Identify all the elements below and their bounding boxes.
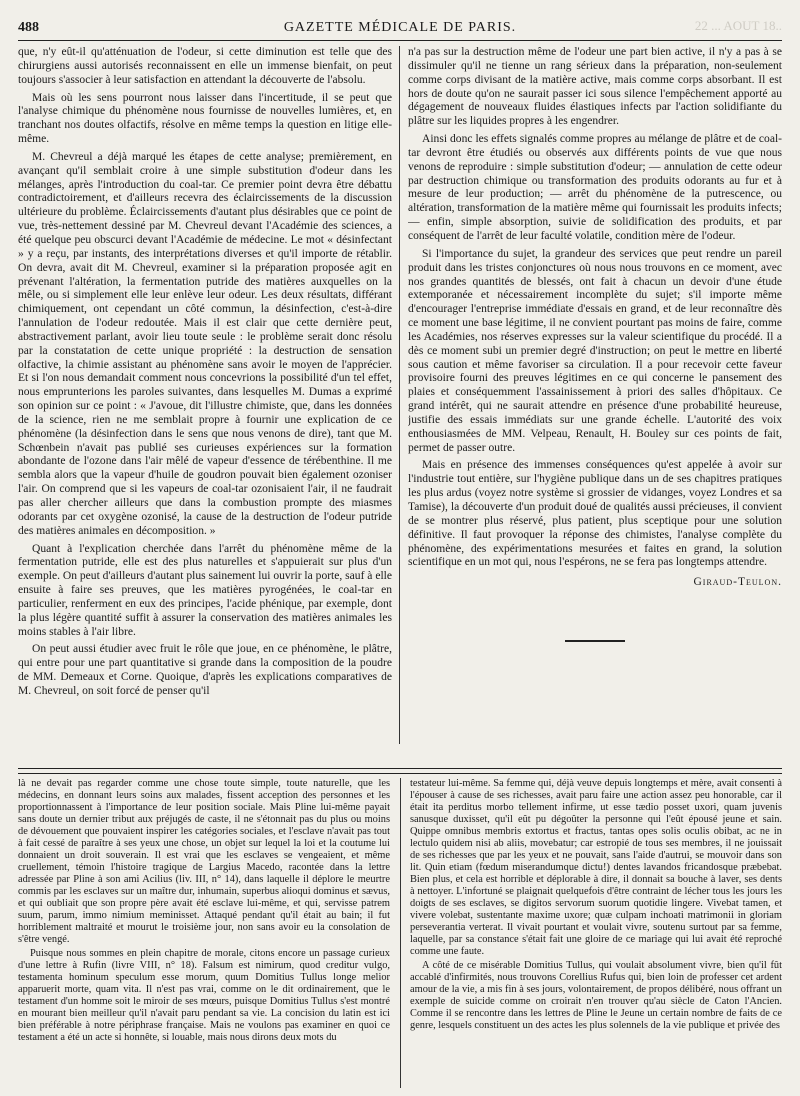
paragraph: Si l'importance du sujet, la grandeur des services que peut rendre un pareil produit dans les tristes conjonctures où nous nous trouvons en ce moment, avec nos grandes quantités de blessés, ont fait à chacun un devoir d'une étude extemporanée et nécessairement incomplète du sujet; s'il importe même d'encourager l'entreprise immédiate d'essais en grand, et de leur reconnaître dès ce moment une base légitime, il ne convient pourtant pas moins de faire, comme les Académies, nos réserves expresses sur la valeur scientifique du procédé. Il a dès ce moment subi un premier degré d'instruction; on peut le mettre en liberté sous caution et même favoriser sa circulation. Il a pour recevoir cette faveur provisoire fourni des preuves légitimes en ce qui concerne le pansement des plaies et conséquemment l'assainissement à priori des salles d'hôpitaux. Ce grand intérêt, qui ne saurait attendre en présence d'une probabilité heureuse, justifie des essais immédiats sur une grande échelle. L'autorité des voix enthousiasmées de MM. Velpeau, Renault, H. Bouley sur ces points de fait, permet de passer outre. bbox=[408, 247, 782, 454]
journal-title: GAZETTE MÉDICALE DE PARIS. bbox=[283, 20, 517, 35]
article-section bbox=[18, 46, 782, 744]
paragraph: A côté de ce misérable Domitius Tullus, qui voulait absolument vivre, bien qu'il fût accablé d'infirmités, nous trouvons Corellius Rufus qui, bien loin de professer cet ardent amour de la vie, a mis fin à ses jours, volontairement, de propos délibéré, nous offrant un exemple de suicide comme on croirait n'en trouver qu'au siècle de Caton l'Ancien. Comme il se rencontre dans les lettres de Pline le Jeune un certain nombre de faits de ce genre, lesquels constituent un des actes les plus solennels de la vie publique et privée des bbox=[410, 960, 782, 1031]
paragraph: Mais en présence des immenses conséquences qu'est appelée à avoir sur l'industrie tout entière, sur l'hygiène publique dans un de ses chapitres pratiques les plus ardus (voyez notre système si grossier de vidanges, voyez Londres et sa Tamise), la découverte d'un produit doué de qualités aussi précieuses, il convient de se montrer plus réservé, plus patient, plus sceptique pour une solution définitive. Il faut provoquer la réponse des chimistes, l'analyse complète du phénomène, des expérimentations mesurées et faites en grand, la solution scientifique en un mot qui, nous l'espérons, ne se fera pas longtemps attendre. bbox=[408, 459, 782, 569]
page-number: 488 bbox=[18, 20, 39, 35]
paragraph: Quant à l'explication cherchée dans l'arrêt du phénomène même de la fermentation putride, elle est des plus naturelles et s'appuierait sur plus d'un exemple. On peut d'ailleurs d'autant plus sainement lui ouvrir la porte, sauf à elle ensuite à faire ses preuves, que les matières pyrogénées, le coal-tar en particulier, renferment en eux des principes, l'acide phénique, par exemple, dont la plus légère quantité suffit à assurer la conservation des matières animales les moins stables à l'air libre. bbox=[18, 542, 392, 638]
feuilleton-column-right bbox=[410, 778, 782, 1088]
paragraph: que, n'y eût-il qu'atténuation de l'odeur, si cette diminution est telle que des chirurgiens aussi autorisés reconnaissent en elle un immense bienfait, on peut toujours s'associer à leur satisfaction en attendant la découverte de l'absolu. bbox=[18, 46, 392, 86]
paragraph: Puisque nous sommes en plein chapitre de morale, citons encore un passage curieux d'une lettre à Rufin (livre VIII, n° 18). Falsum est nimirum, quod creditur vulgo, testamenta hominum speculum esse morum, quum Domitius Tullus longe melior apparuerit morte, quam vita. Il n'est pas vrai, comme on le dit ordinairement, que le testament d'un homme soit le miroir de ses mœurs, puisque Domitius Tullus s'est montré en mourant bien meilleur qu'il n'avait paru pendant sa vie. La concision du latin est ici bien préférable à notre périphrase française. Mais ne voulons pas examiner en quoi ce testament a été un acte si honnête, si louable, mais nous dirons deux mots du bbox=[18, 948, 390, 1043]
page-header bbox=[18, 18, 782, 41]
feuilleton-separator bbox=[18, 768, 782, 774]
paragraph: M. Chevreul a déjà marqué les étapes de cette analyse; premièrement, en avançant qu'il semblait croire à une simple substitution d'odeur dans les mélanges, après l'introduction du coal-tar. Ce premier point devra être débattu contradictoirement, et d'ailleurs recevra des éclaircissements de la discussion ultérieure du problème. Éclaircissements d'autant plus désirables que ce point de vue, très-nettement dessiné par M. Chevreul devant l'Académie des sciences, a été quelque peu obscurci devant l'Académie de médecine. Le mot « désinfectant » y a reçu, par instants, des interprétations diverses et qu'il importe de rétablir. On devra, avait dit M. Chevreul, examiner si la préparation proposée agit en prévenant l'altération, la fermentation putride des matières auxquelles on la mêle, ou si simplement elle leur enlève leur odeur. Les deux résultats, différant chimiquement, ont cependant un côté commun, la désinfection, c'est-à-dire l'annulation de l'odeur redoutée. Mais il est clair que cette dernière peut, abstractivement parlant, avoir lieu toute seule : le problème serait donc résolu par la constatation de cette unique propriété : la destruction de sensation olfactive, la chimie assistant au phénomène sans avoir le moyen de l'apprécier. Et si l'on nous demandait comment nous concevrions la possibilité d'un tel effet, nous emprunterions les paroles suivantes, dans lesquelles M. Dumas a exprimé son opinion sur ce point : « J'avoue, dit l'illustre chimiste, que, dans les données de la science, rien ne me semblait propre à fournir une explication de ce phénomène (la désinfection dans le sens que nous venons de dire), tant que M. Schœnbein n'avait pas publié ses curieuses expériences sur la formation abondante de l'ozone dans l'air mêlé de vapeur d'essence de térébenthine. Il me sembla alors que la vapeur d'huile de goudron pouvait bien également ozoniser l'air. On comprend que si les vapeurs de coal-tar ozonisaient l'air, il ne faudrait pas aller chercher ailleurs que dans la combustion prompte des miasmes odorants par cet oxygène ozonisé, la cause de la destruction de l'odeur putride des matières animales en décomposition. » bbox=[18, 150, 392, 537]
paragraph: testateur lui-même. Sa femme qui, déjà veuve depuis longtemps et mère, avait consenti à l'épouser à cause de ses richesses, avait paru faire une action assez peu honorable, car il était ita perditus morbo tellement infirme, ut esse tædio posset uxori, quam juvenis sanusque duxisset, qu'il eût pu dégoûter la personne qui l'eût épousé jeune et sain. Quippe omnibus membris extortus et fractus, tantas opes solis oculis obibat, ac ne in lectulo quidem nisi ab aliis, movebatur; car estropié de tous ses membres, il ne jouissait de ses richesses que par les yeux et ne pouvait, sans l'aide d'autrui, se mouvoir dans son lit. Quin etiam (fœdum miserandumque dictu!) dentes lavandos fricandosque præbebat. Bien plus, et cela est horrible et déplorable à dire, il donnait sa bouche à laver, ses dents à nettoyer. L'infortuné se plaignait quelquefois d'être contraint de lécher tous les jours les doigts de ses esclaves, se digitos servorum suorum quotidie lingere. Vivebat tamen, et vivere volebat, sustentante maxime uxore; quæ culpam inchoati matrimonii in gloriam perseverantia verterat. Il vivait pourtant et voulait vivre, soutenu surtout par sa femme, laquelle, par sa constance s'était fait une gloire de ce mariage qui lui avait été reproché comme une faute. bbox=[410, 778, 782, 957]
paragraph: n'a pas sur la destruction même de l'odeur une part bien active, il n'y a pas à se dissimuler qu'il ne tienne un rang sérieux dans la préparation, non-seulement comme corps divisant de la matière active, mais comme corps absorbant. Il est hors de doute qu'on ne saurait passer ici sous silence l'empêchement apporté au dégagement de nouveaux fluides élastiques infects par l'action solidifiante du plâtre sur les liquides propres à les engendrer. bbox=[408, 46, 782, 128]
paragraph: On peut aussi étudier avec fruit le rôle que joue, en ce phénomène, le plâtre, qui entre pour une part quantitative si grande dans la composition de la poudre de MM. Demeaux et Corne. Quoique, d'après les explications comparatives de M. Chevreul, on soit forcé de penser qu'il bbox=[18, 643, 392, 697]
paragraph: Ainsi donc les effets signalés comme propres au mélange de plâtre et de coal-tar devront être étudiés ou observés aux différents points de vue que nous venons de reproduire : simple substitution d'odeur; — annulation de cette odeur par destruction chimique ou transformation des produits odorants au fur et à mesure de leur production; — arrêt du phénomène de la putrescence, ou altération, transformation de la matière même qui fournissait les produits infects; — enfin, simple absorption, suivie de solidification des produits, et par conséquent de l'arrêt de leur faculté volatile, condition mère de l'odeur. bbox=[408, 133, 782, 242]
article-end-rule bbox=[565, 640, 625, 642]
article-column-left bbox=[18, 46, 392, 744]
column-divider bbox=[400, 778, 401, 1088]
paragraph: là ne devait pas regarder comme une chose toute simple, toute naturelle, que les médecins, en donnant leurs soins aux malades, fissent acception des personnes et les proportionnassent à l'importance de leur position sociale. Mais Pline lui-même payait sans doute un dernier tribut aux préjugés de caste, il ne s'étonnait pas du plus ou moins de dévouement que pouvaient inspirer les catégories sociales, et l'esclave n'avait pas tout à fait cessé de paraître à ses yeux une chose, un objet sur lequel la loi et la coutume lui donnaient un droit souverain. Il est vrai que les esclaves se vengeaient, et même cruellement, témoin l'histoire tragique de Largius Macedo, racontée dans la lettre adressée par Pline à son ami Acilius (liv. III, n° 14), dans laquelle il déplore le meurtre commis par les esclaves sur un maître dur, inhumain, superbus alioqui dominus et sævus, et qui oubliait que son propre père avait été esclave lui-même, et qui, servisse patrem suum, parum, immo nimium meminisset. Attaqué pendant qu'il était au bain; il fut horriblement maltraité et mourut le troisième jour, non sans avoir eu la consolation de s'être vengé. bbox=[18, 778, 390, 945]
feuilleton-column-left bbox=[18, 778, 390, 1088]
paragraph: Mais où les sens pourront nous laisser dans l'incertitude, il se peut que l'analyse chimique du phénomène nous fournisse de nouvelles lumières, et, en tranchant nos doutes olfactifs, résolve en même temps la question en litige elle-même. bbox=[18, 91, 392, 146]
author-signature: Giraud-Teulon. bbox=[693, 576, 782, 589]
bleed-through-date: 22 ... AOUT 18.. bbox=[694, 18, 782, 33]
article-column-right bbox=[408, 46, 782, 744]
feuilleton-section bbox=[18, 778, 782, 1088]
column-divider bbox=[399, 46, 400, 744]
